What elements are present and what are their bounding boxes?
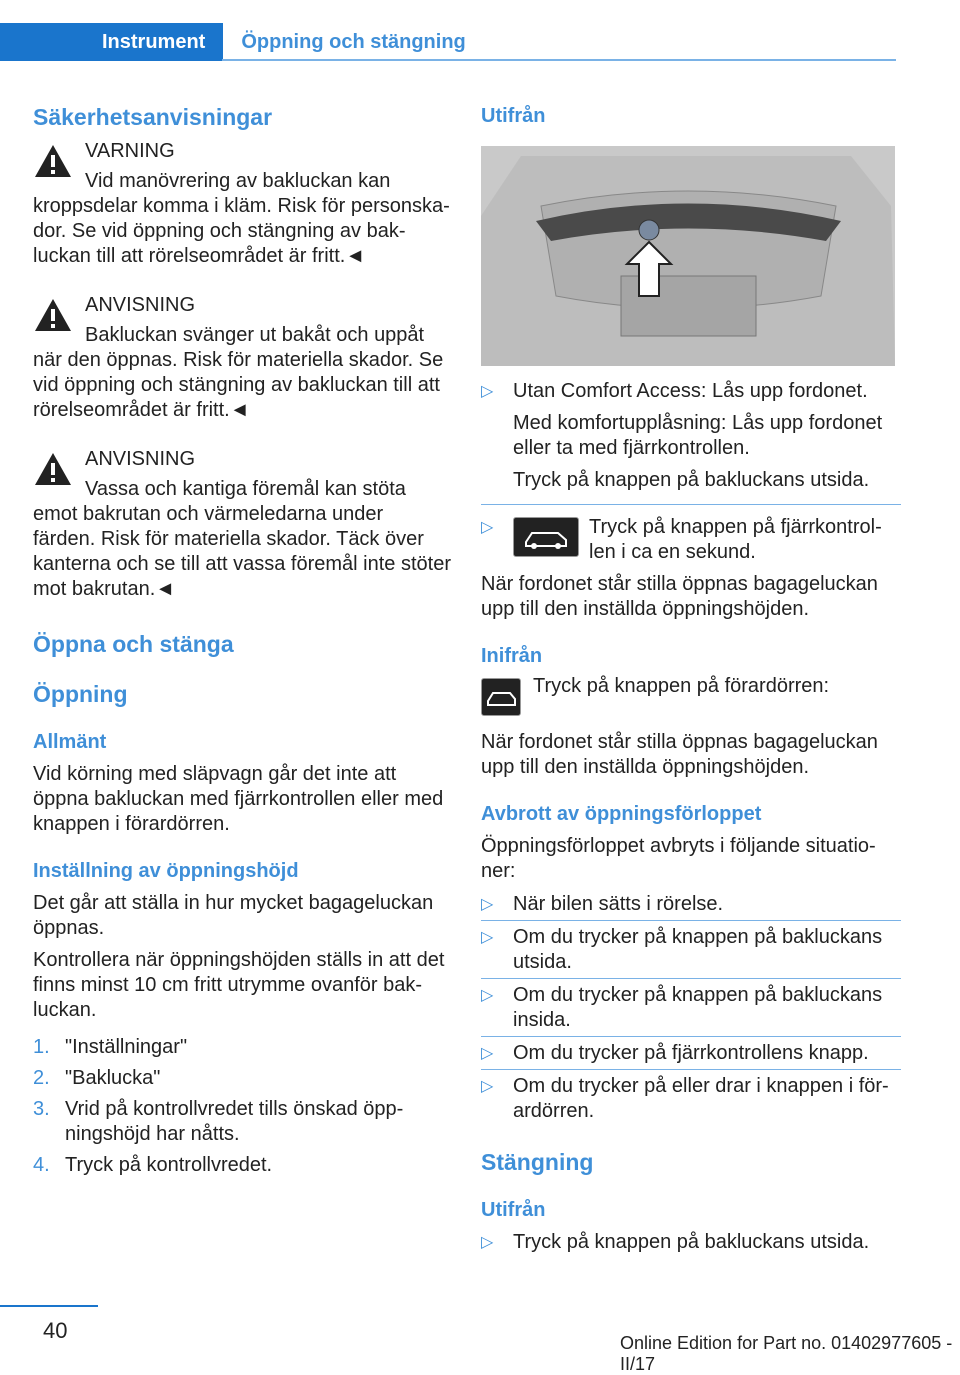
divider — [481, 978, 901, 979]
notice-text: Bakluckan svänger ut bakåt och uppåt när den öppnas. Risk för materiella skador. Se vid öppning och stängning av bakluckan till att rörelseområdet är fritt.◄ — [33, 324, 444, 421]
inside-text: Tryck på knappen på förardörren: — [533, 675, 830, 697]
tab-opening-closing[interactable]: Öppning och stängning — [241, 31, 466, 53]
heading-inside: Inifrån — [481, 645, 543, 667]
bullet-subtext: Med komfortupplåsning: Lås upp fordonet eller ta med fjärrkontrollen. — [513, 412, 883, 459]
list-item — [33, 1066, 451, 1091]
steps-list — [33, 1035, 451, 1178]
list-item — [33, 1153, 451, 1178]
step-number: 3. — [33, 1098, 50, 1120]
safety-title: Säkerhetsanvisningar — [33, 104, 273, 130]
heading-outside-2: Utifrån — [481, 1199, 546, 1221]
edition-text: Online Edition for Part no. 01402977605 - II/17 — [620, 1333, 953, 1374]
heading-open-close: Öppna och stänga — [33, 631, 234, 657]
list-item — [481, 925, 901, 975]
paragraph: Öppningsförloppet avbryts i följande situatio-ner: — [481, 835, 876, 882]
notice-label: ANVISNING — [85, 294, 196, 316]
paragraph: När fordonet står stilla öppnas bagageluckan upp till den inställda öppningshöjden. — [481, 731, 878, 778]
list-item — [481, 379, 901, 493]
step-text: "Inställningar" — [65, 1036, 188, 1058]
header-tabs — [0, 23, 484, 61]
warning-block-1 — [33, 139, 451, 164]
paragraph: När fordonet står stilla öppnas bagageluckan upp till den inställda öppningshöjden. — [481, 573, 878, 620]
step-text: "Baklucka" — [65, 1067, 161, 1089]
door-tailgate-button-icon — [481, 678, 521, 716]
bullet-subtext: Tryck på knappen på bakluckans utsida. — [513, 469, 870, 491]
divider — [481, 920, 901, 921]
triangle-bullet-icon: ▷ — [481, 896, 494, 913]
divider — [481, 1036, 901, 1037]
general-text: Vid körning med släpvagn går det inte att öppna bakluckan med fjärrkontrollen eller med knappen i förardörren. — [33, 763, 444, 835]
warning-triangle-icon — [33, 451, 73, 487]
triangle-bullet-icon: ▷ — [481, 519, 494, 536]
notice-label: ANVISNING — [85, 448, 196, 470]
bullet-text: Om du trycker på knappen på bakluckans insida. — [513, 984, 883, 1031]
height-text-2: Kontrollera när öppningshöjden ställs in att det finns minst 10 cm fritt utrymme ovanför bak-luckan. — [33, 949, 445, 1021]
footer-line — [0, 1305, 98, 1307]
heading-closing: Stängning — [481, 1149, 594, 1175]
warning-block-2 — [33, 293, 451, 318]
triangle-bullet-icon: ▷ — [481, 929, 494, 946]
triangle-bullet-icon: ▷ — [481, 383, 494, 400]
list-item — [481, 983, 901, 1033]
height-text-1: Det går att ställa in hur mycket bagageluckan öppnas. — [33, 892, 434, 939]
list-item — [481, 1041, 901, 1066]
left-column — [33, 100, 451, 1178]
warning-triangle-icon — [33, 143, 73, 179]
right-column — [481, 100, 901, 1255]
list-item — [481, 1074, 901, 1124]
bullet-text: Om du trycker på fjärrkontrollens knapp. — [513, 1042, 869, 1064]
inside-block — [481, 674, 901, 722]
list-item — [481, 892, 901, 917]
triangle-bullet-icon: ▷ — [481, 987, 494, 1004]
header-divider — [222, 59, 896, 61]
bullet-text: Tryck på knappen på bakluckans utsida. — [513, 1231, 870, 1253]
remote-tailgate-button-icon — [513, 517, 579, 557]
warning-label: VARNING — [85, 140, 175, 162]
warning-text: Vid manövrering av bakluckan kan kroppsdelar komma i kläm. Risk för personska-dor. Se vid öppning och stängning av bak-luckan till att rörelseområdet är fritt.◄ — [33, 170, 450, 267]
heading-general: Allmänt — [33, 731, 107, 753]
step-text: Vrid på kontrollvredet tills önskad öpp-ningshöjd har nåtts. — [65, 1098, 404, 1145]
abort-list — [481, 892, 901, 1124]
bullet-text: Tryck på knappen på fjärrkontrol-len i ca en sekund. — [589, 516, 882, 563]
list-item — [33, 1035, 451, 1060]
divider — [481, 1069, 901, 1070]
notice-text: Vassa och kantiga föremål kan stöta emot bakrutan och värmeledarna under färden. Risk för materiella skador. Täck över kanterna och se till att vassa föremål inte stöter mot bakrutan.◄ — [33, 478, 451, 600]
tailgate-illustration — [481, 146, 895, 366]
warning-triangle-icon — [33, 297, 73, 333]
list-item — [481, 1230, 901, 1255]
car-rear-image — [481, 146, 895, 366]
page-number: 40 — [43, 1318, 68, 1343]
tab-instrument[interactable]: Instrument — [0, 23, 223, 61]
heading-opening-height: Inställning av öppningshöjd — [33, 860, 299, 882]
triangle-bullet-icon: ▷ — [481, 1045, 494, 1062]
step-number: 4. — [33, 1154, 50, 1176]
heading-abort: Avbrott av öppningsförloppet — [481, 803, 762, 825]
bullet-text: Utan Comfort Access: Lås upp fordonet. — [513, 380, 868, 402]
list-item — [481, 515, 901, 565]
list-item — [33, 1097, 451, 1147]
divider — [481, 504, 901, 505]
bullet-text: Om du trycker på eller drar i knappen i för-ardörren. — [513, 1075, 889, 1122]
step-number: 2. — [33, 1067, 50, 1089]
triangle-bullet-icon: ▷ — [481, 1234, 494, 1251]
warning-block-3 — [33, 447, 451, 472]
heading-outside: Utifrån — [481, 105, 546, 127]
bullet-text: När bilen sätts i rörelse. — [513, 893, 724, 915]
step-number: 1. — [33, 1036, 50, 1058]
heading-opening: Öppning — [33, 681, 128, 707]
bullet-text: Om du trycker på knappen på bakluckans utsida. — [513, 926, 883, 973]
step-text: Tryck på kontrollvredet. — [65, 1154, 273, 1176]
triangle-bullet-icon: ▷ — [481, 1078, 494, 1095]
